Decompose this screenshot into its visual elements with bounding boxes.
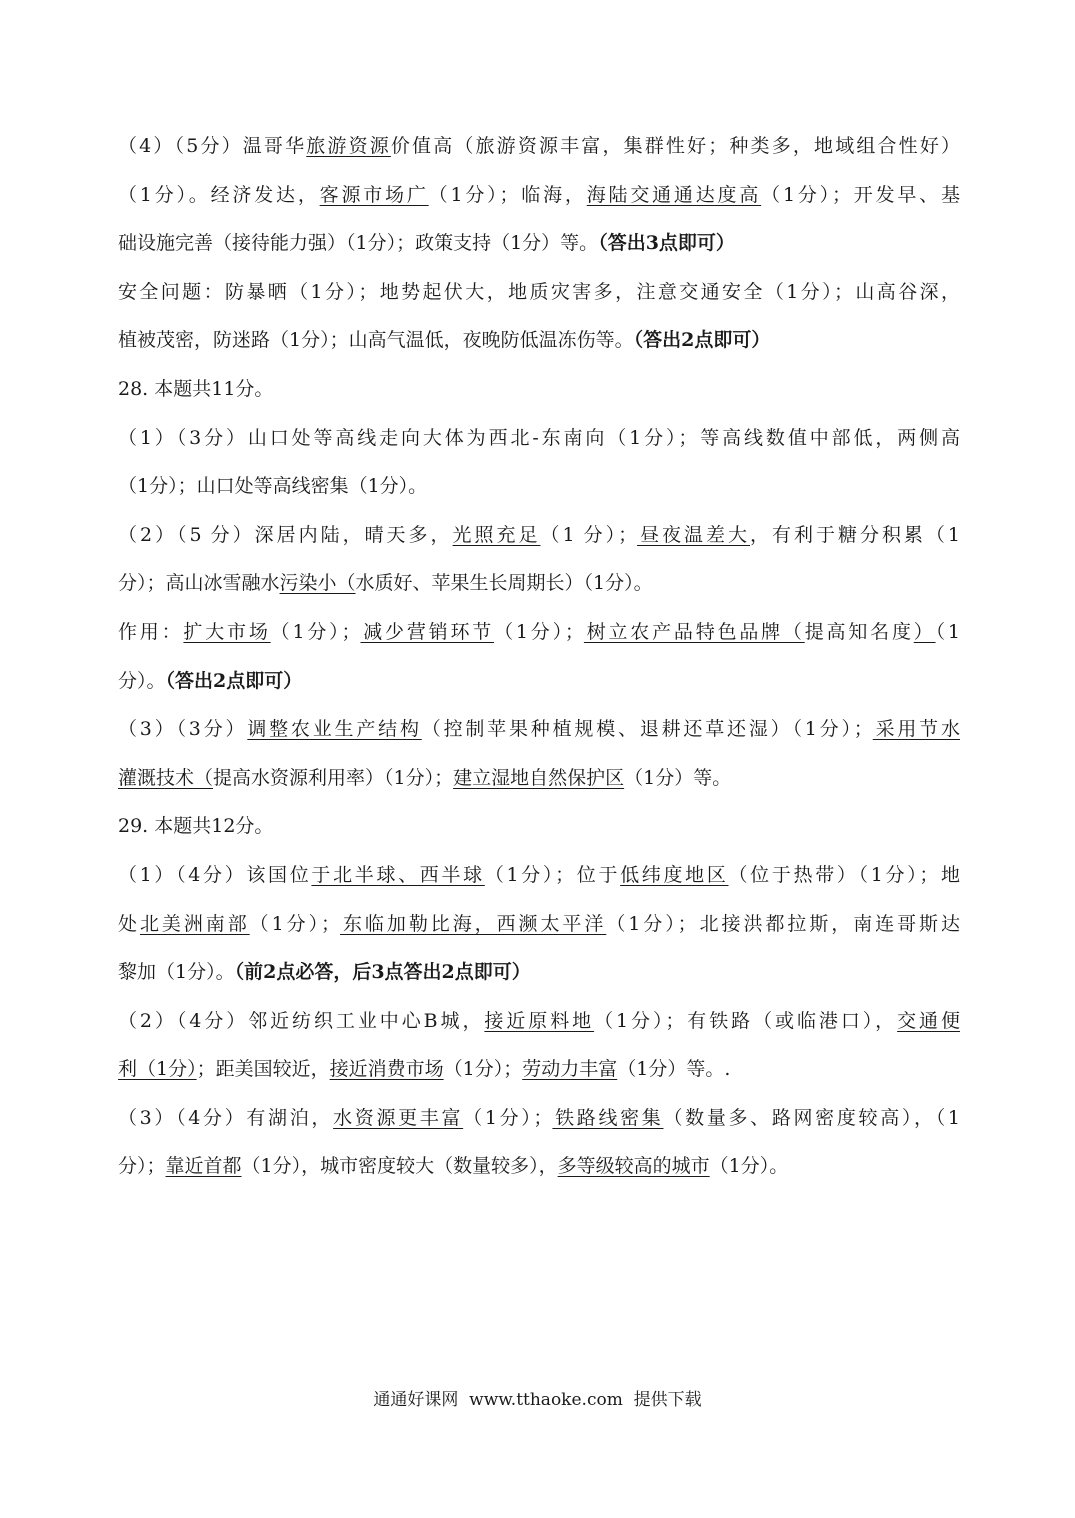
text-segment: （1分）；北接洪都拉斯，南连哥斯达 [606,912,960,935]
underlined-key-point: 扩大市场 [183,620,271,643]
underlined-key-point: 多等级较高的城市 [557,1155,710,1178]
text-segment: （1）（4分）该国位 [118,863,312,886]
text-segment: （1 [935,620,960,643]
underlined-key-point: 水资源更丰富 [333,1106,464,1129]
text-line [118,559,960,608]
underlined-key-point: 交通便 [897,1009,960,1032]
underlined-key-point: 海陆交通通达度高 [586,183,762,206]
text-segment: （1分）；位于 [484,863,621,886]
underlined-key-point: 建立湿地自然保护区 [453,766,625,789]
text-line [118,219,960,268]
text-segment: （3）（3分） [118,718,248,741]
underlined-key-point: 于北半球、西半球 [311,863,485,886]
underlined-key-point: 树立农产品特色品牌（ [583,620,805,643]
text-segment: （1分）；有铁路（或临港口）， [594,1009,898,1032]
bold-note: （前2点必答，后3点答出2点即可） [234,961,531,984]
text-segment: （1分）； [443,1058,523,1081]
text-segment: （1分）； [494,620,584,643]
underlined-key-point: 低纬度地区 [620,863,729,886]
text-segment: 安全问题：防暴晒（1分）；地势起伏大，地质灾害多，注意交通安全（1分）；山高谷深， [118,280,960,303]
text-segment: 28. 本题共11分。 [118,377,274,400]
underlined-key-point: 昼夜温差大 [637,523,751,546]
text-segment: 分）；高山冰雪融水 [118,572,280,595]
bold-note: （答出2点即可） [633,329,771,352]
text-segment: 价值高（旅游资源丰富，集群性好；种类多，地域组合性好） [390,135,960,157]
underlined-key-point: 灌溉技术（ [118,766,214,789]
text-segment: 29. 本题共12分。 [118,815,274,838]
text-segment: 处 [118,912,140,935]
page-footer [0,1388,1075,1412]
text-line [118,462,960,511]
text-segment: 植被茂密，防迷路（1分）；山高气温低，夜晚防低温冻伤等。 [118,329,634,352]
text-segment: ；距美国较近， [196,1058,330,1081]
text-line [118,608,960,657]
text-segment: （1分）； [249,912,341,935]
underlined-key-point: 光照充足 [452,523,541,546]
underlined-key-point: 减少营销环节 [360,620,495,643]
text-segment: （控制苹果种植规模、退耕还草还湿）（1分）； [421,718,873,741]
underlined-key-point: 旅游资源 [306,135,391,157]
text-segment: （位于热带）（1分）；地 [728,863,960,886]
text-segment: 作用： [118,620,184,643]
text-segment: 提高知名度 [804,620,914,643]
text-segment: （1分）；山口处等高线密集（1分）。 [118,475,428,498]
text-segment: （1分）等。 [624,766,732,789]
footer-site-name: 通通好课网 [373,1390,459,1410]
text-segment: 水质好、苹果生长周期长）（1分）。 [355,572,653,595]
text-line [118,268,960,317]
text-segment: （2）（5 分）深居内陆，晴天多， [118,523,453,546]
text-line [118,511,960,560]
text-segment: 分）； [118,1155,166,1178]
underlined-key-point: 调整农业生产结构 [247,718,422,741]
text-segment: （1分）；临海， [428,183,587,206]
text-segment: （2）（4分）邻近纺织工业中心B城， [118,1009,485,1032]
text-segment: （3）（4分）有湖泊， [118,1106,334,1129]
text-segment: 黎加（1分）。 [118,961,235,984]
text-line [118,851,960,900]
text-segment: ，有利于糖分积累（1 [750,523,960,546]
text-segment: （1分）。 [709,1155,789,1178]
underlined-key-point: 采用节水 [872,718,960,741]
text-line [118,1094,960,1143]
text-segment: （4）（5分）温哥华 [118,135,307,157]
underlined-key-point: 劳动力丰富 [522,1058,618,1081]
text-line [118,948,960,997]
text-segment: （1分）； [270,620,361,643]
text-line [118,414,960,463]
underlined-key-point: 接近原料地 [484,1009,595,1032]
bold-note: （答出3点即可） [598,232,735,255]
text-segment: （1分）；开发早、基 [761,183,960,206]
underlined-key-point: ） [913,620,936,643]
underlined-key-point: 污染小（ [279,572,356,595]
text-line [118,802,960,851]
text-segment: （1分）。经济发达， [118,183,320,206]
underlined-key-point: 铁路线密集 [552,1106,664,1129]
text-line [118,122,960,171]
text-line [118,997,960,1046]
footer-download-text: 提供下载 [633,1390,702,1410]
text-segment: （1 分）； [540,523,638,546]
text-segment: （1分），城市密度较大（数量较多）， [241,1155,558,1178]
bold-note: （答出2点即可） [165,669,303,692]
text-line [118,705,960,754]
text-segment: （数量多、路网密度较高），（1 [663,1106,960,1129]
text-segment: 础设施完善（接待能力强）（1分）；政策支持（1分）等。 [118,232,599,255]
text-line [118,1142,960,1191]
underlined-key-point: 东临加勒比海，西濒太平洋 [340,912,607,935]
text-line [118,1045,960,1094]
text-line [118,365,960,414]
text-line [118,657,960,706]
answer-key-body [118,122,960,1191]
text-line [118,171,960,220]
text-line [118,754,960,803]
text-segment: （1分）； [463,1106,553,1129]
text-line [118,316,960,365]
underlined-key-point: 北美洲南部 [139,912,250,935]
text-segment: 提高水资源利用率）（1分）； [213,766,454,789]
underlined-key-point: 利（1分） [118,1058,197,1081]
text-segment: （1）（3分）山口处等高线走向大体为西北-东南向（1分）；等高线数值中部低，两侧高 [118,426,960,449]
underlined-key-point: 客源市场广 [319,183,429,206]
text-segment: 分）。 [118,669,166,692]
underlined-key-point: 靠近首都 [165,1155,242,1178]
underlined-key-point: 接近消费市场 [329,1058,444,1081]
footer-url: www.tthaoke.com [469,1390,623,1410]
text-line [118,900,960,949]
text-segment: （1分）等。. [617,1058,731,1081]
